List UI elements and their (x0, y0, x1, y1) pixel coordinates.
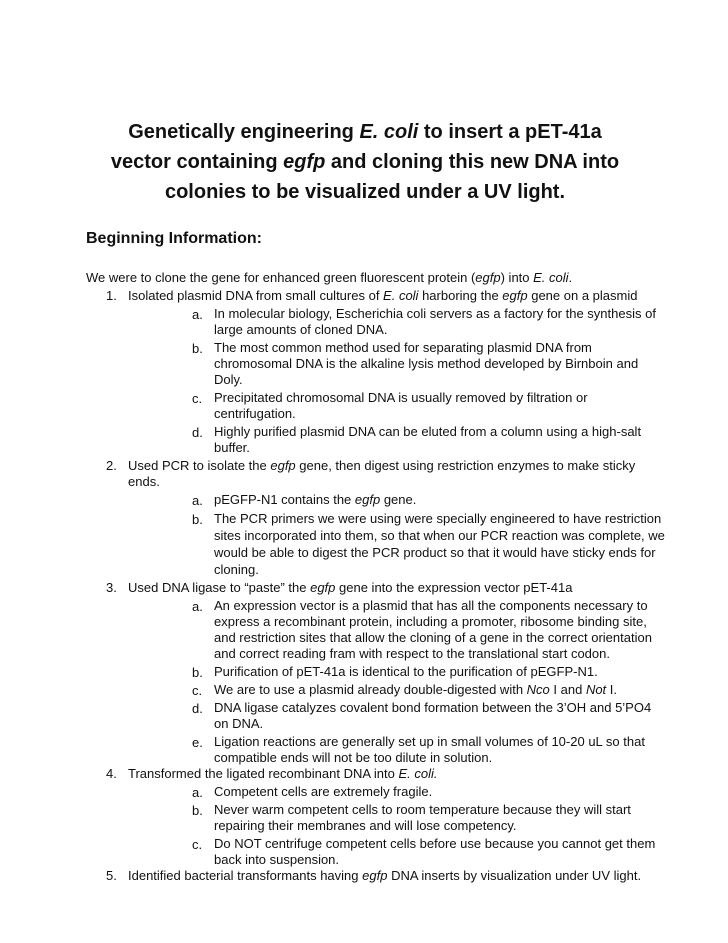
sub-item: b. The PCR primers we were using were specially engineered to have restriction sites incorporated into them, so that when our PCR reaction was complete, we would be able to digest the PCR product so that it would have sticky ends for cloning. (192, 511, 665, 577)
section-heading: Beginning Information: (86, 230, 262, 247)
step-1 (86, 288, 666, 456)
document-title (70, 117, 660, 207)
sub-item: c. Precipitated chromosomal DNA is usually removed by filtration or centrifugation. (192, 390, 588, 421)
step-2 (86, 458, 666, 578)
step-number: 4. (106, 766, 117, 781)
intro-paragraph: We were to clone the gene for enhanced green fluorescent protein (egfp) into E. coli. (86, 270, 573, 285)
sub-item: d. Highly purified plasmid DNA can be eluted from a column using a high-salt buffer. (192, 424, 642, 455)
step-text: Transformed the ligated recombinant DNA into E. coli. (128, 766, 438, 781)
title-line-1: Genetically engineering E. coli to insert a pET-41a (128, 121, 602, 143)
sub-item: c. Do NOT centrifuge competent cells before use because you cannot get them back into suspension. (192, 836, 656, 867)
sub-item: c. We are to use a plasmid already double-digested with Nco I and Not I. (192, 682, 618, 698)
step-number: 1. (106, 288, 117, 303)
sub-item: e. Ligation reactions are generally set up in small volumes of 10-20 uL so that compatible ends will not be too dilute in solution. (192, 734, 645, 765)
step-number: 3. (106, 580, 117, 595)
sub-item: b. The most common method used for separating plasmid DNA from chromosomal DNA is the alkaline lysis method developed by Birnboin and Doly. (192, 340, 639, 387)
sub-item: b. Purification of pET-41a is identical to the purification of pEGFP-N1. (192, 664, 598, 680)
step-5 (86, 868, 666, 884)
sub-item: a. Competent cells are extremely fragile. (192, 784, 433, 800)
step-text: Used PCR to isolate the egfp gene, then digest using restriction enzymes to make sticky ends. (128, 458, 636, 489)
step-number: 2. (106, 458, 117, 473)
step-text: Identified bacterial transformants having egfp DNA inserts by visualization under UV light. (128, 868, 642, 883)
sub-item: a. In molecular biology, Escherichia coli servers as a factory for the synthesis of large amounts of cloned DNA. (192, 306, 656, 337)
sub-item: d. DNA ligase catalyzes covalent bond formation between the 3’OH and 5’PO4 on DNA. (192, 700, 652, 731)
title-line-3: colonies to be visualized under a UV light. (164, 181, 566, 203)
document-body (86, 270, 666, 884)
sub-item: b. Never warm competent cells to room temperature because they will start repairing their membranes and will lose competency. (192, 802, 631, 833)
sub-item: a. pEGFP-N1 contains the egfp gene. (192, 492, 417, 508)
step-number: 5. (106, 868, 117, 883)
step-4 (86, 766, 666, 868)
step-text: Isolated plasmid DNA from small cultures of E. coli harboring the egfp gene on a plasmid (128, 288, 638, 303)
step-3 (86, 580, 666, 766)
step-text: Used DNA ligase to “paste” the egfp gene into the expression vector pET-41a (128, 580, 573, 595)
sub-item: a. An expression vector is a plasmid that has all the components necessary to express a recombinant protein, including a promoter, ribosome binding site, and restriction sites that allow the cloning of a gene in the correct orientation and correct reading fram with respect to the translational start codon. (192, 598, 652, 661)
title-line-2: vector containing egfp and cloning this new DNA into (110, 151, 620, 173)
